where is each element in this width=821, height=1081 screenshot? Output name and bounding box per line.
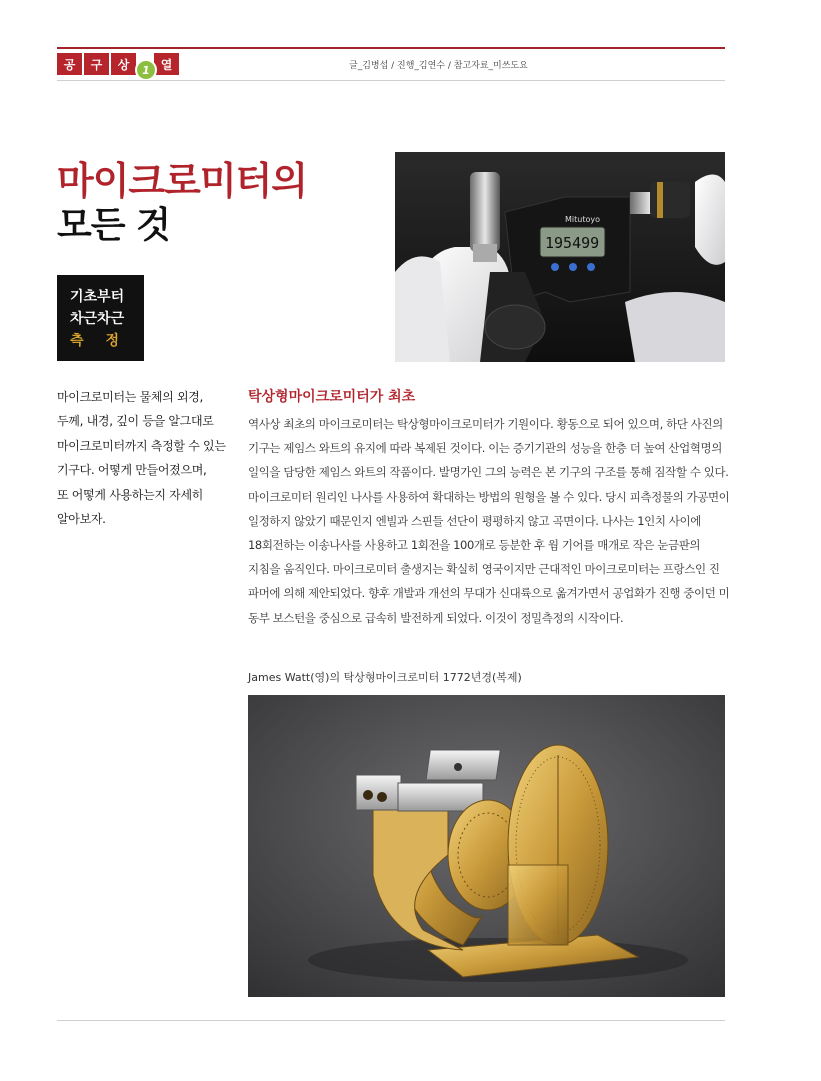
intro-line: 기구다. 어떻게 만들어졌으며,	[57, 463, 207, 478]
micrometer-illustration	[395, 152, 725, 362]
section-heading: 탁상형마이크로미터가 최초	[248, 389, 416, 405]
subtitle-box	[57, 275, 144, 361]
intro-line: 알아보자.	[57, 512, 106, 527]
header-divider	[57, 80, 725, 81]
body-line: 동부 보스턴을 중심으로 급속히 발전하게 되었다. 이것이 정밀측정의 시작이다.	[248, 610, 624, 625]
intro-line: 또 어떻게 사용하는지 자세히	[57, 487, 204, 502]
page-title-line1: 마이크로미터의	[57, 159, 307, 203]
lcd-readout: 195499	[545, 234, 600, 252]
subtitle-line1: 기초부터	[70, 289, 125, 305]
subtitle-line2: 차근차근	[70, 311, 125, 327]
section-body	[248, 412, 728, 630]
footer-rule	[57, 1020, 725, 1021]
series-tag	[57, 53, 181, 75]
series-char: 열	[154, 53, 179, 75]
subtitle-line3: 측정	[70, 333, 142, 349]
body-line: 역사상 최초의 마이크로미터는 탁상형마이크로미터가 기원이다. 황동으로 되어 있으며, 하단 사진의	[248, 417, 723, 431]
series-char: 상	[111, 53, 136, 75]
body-line: 지침을 움직인다. 마이크로미터 출생지는 확실히 영국이지만 근대적인 마이크로미터는 프랑스인 진	[248, 562, 720, 577]
brass-micrometer-photo	[248, 695, 725, 997]
body-line: 일익을 담당한 제임스 와트의 작품이다. 발명가인 그의 능력은 본 기구의 구조를 통해 짐작할 수 있다.	[248, 465, 729, 480]
body-line: 18회전하는 이송나사를 사용하고 1회전을 100개로 등분한 후 웜 기어를 매개로 작은 눈금판의	[248, 538, 701, 553]
body-line: 파머에 의해 제안되었다. 향후 개발과 개선의 무대가 신대륙으로 옮겨가면서 공업화가 진행 중이던 미	[248, 586, 730, 601]
header-rule	[57, 47, 725, 49]
page-title-line2: 모든 것	[57, 205, 170, 246]
series-char: 공	[57, 53, 82, 75]
micrometer-photo	[395, 152, 725, 362]
intro-line: 마이크로미터는 물체의 외경,	[57, 390, 204, 404]
body-line: 일정하지 않았기 때문인지 엔빌과 스핀들 선단이 평평하지 않고 곡면이다. 나사는 1인치 사이에	[248, 513, 701, 528]
series-char: 구	[84, 53, 109, 75]
intro-line: 두께, 내경, 깊이 등을 알그대로	[57, 414, 214, 429]
credits: 글_김병섭 / 진행_김연수 / 참고자료_미쓰도요	[349, 61, 528, 71]
brand-label: Mitutoyo	[565, 215, 600, 224]
series-number-badge: 1	[135, 59, 157, 81]
photo-caption: James Watt(영)의 탁상형마이크로미터 1772년경(복제)	[248, 671, 522, 684]
body-line: 기구는 제임스 와트의 유지에 따라 복제된 것이다. 이는 증기기관의 성능을 한층 더 높여 산업혁명의	[248, 441, 722, 456]
intro-line: 마이크로미터까지 측정할 수 있는	[57, 438, 226, 453]
body-line: 마이크로미터 원리인 나사를 사용하여 확대하는 방법의 원형을 볼 수 있다. 당시 피측정물의 가공면이	[248, 489, 730, 504]
intro-text	[57, 385, 227, 531]
brass-micrometer-illustration	[248, 695, 725, 997]
